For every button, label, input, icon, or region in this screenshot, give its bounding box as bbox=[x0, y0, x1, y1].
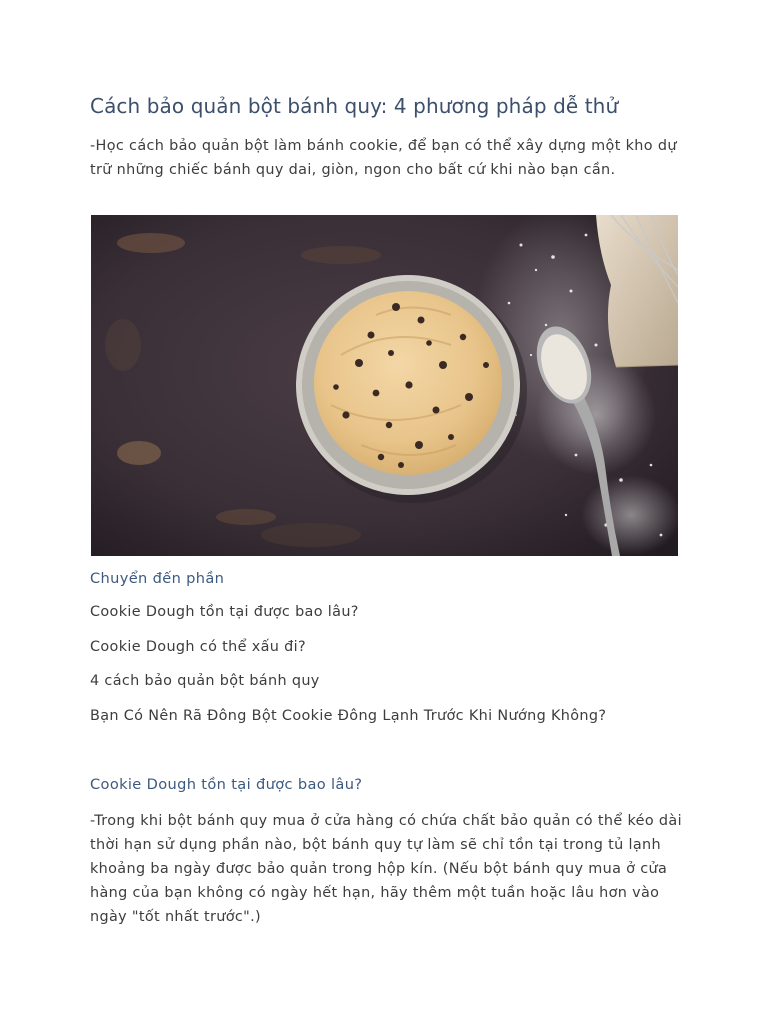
intro-paragraph: -Học cách bảo quản bột làm bánh cookie, để bạn có thể xây dựng một kho dự trữ những chiếc bánh quy dai, giòn, ngon cho bất cứ khi nào bạn cần. bbox=[90, 138, 677, 178]
toc-link[interactable]: Cookie Dough tồn tại được bao lâu? bbox=[90, 604, 359, 620]
toc-link[interactable]: Cookie Dough có thể xấu đi? bbox=[90, 638, 306, 655]
toc-link[interactable]: Bạn Có Nên Rã Đông Bột Cookie Đông Lạnh Trước Khi Nướng Không? bbox=[90, 707, 607, 724]
article-title: Cách bảo quản bột bánh quy: 4 phương pháp dễ thử bbox=[90, 94, 619, 118]
section-body-paragraph: -Trong khi bột bánh quy mua ở cửa hàng có chứa chất bảo quản có thể kéo dài thời hạn sử dụng phần nào, bột bánh quy tự làm sẽ chỉ tồn tại trong tủ lạnh khoảng ba ngày được bảo quản trong hộp kín. (Nếu bột bánh quy mua ở cửa hàng của bạn không có ngày hết hạn, hãy thêm một tuần hoặc lâu hơn vào ngày "tốt nhất trước".) bbox=[90, 813, 682, 925]
toc-heading: Chuyển đến phần bbox=[90, 570, 225, 587]
table-of-contents bbox=[90, 604, 606, 742]
toc-link[interactable]: 4 cách bảo quản bột bánh quy bbox=[90, 673, 320, 689]
section-heading: Cookie Dough tồn tại được bao lâu? bbox=[90, 776, 363, 793]
cookie-dough-photo bbox=[91, 215, 678, 556]
